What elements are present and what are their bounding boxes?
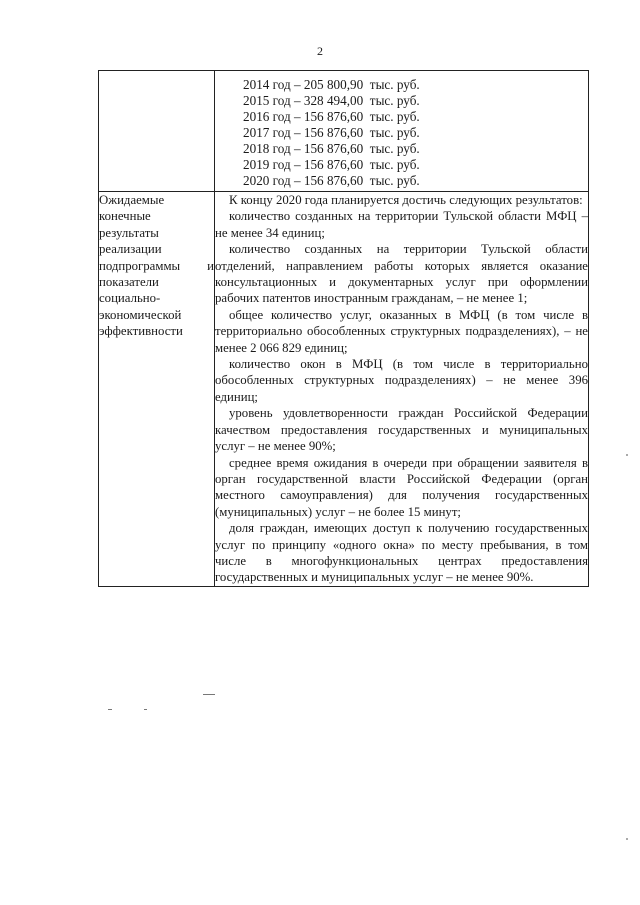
year-line-2015: 2015 год – 328 494,00 тыс. руб.: [243, 93, 420, 108]
result-item: количество созданных на территории Тульской области МФЦ – не менее 34 единиц;: [215, 209, 588, 240]
scan-speck: [626, 838, 628, 840]
page-number: 2: [317, 44, 323, 58]
financing-label-cell: [99, 71, 215, 192]
scan-mark: [108, 709, 112, 710]
label-line: Ожидаемые: [99, 193, 165, 207]
year-line-2017: 2017 год – 156 876,60 тыс. руб.: [243, 125, 420, 140]
year-line-2018: 2018 год – 156 876,60 тыс. руб.: [243, 141, 420, 156]
financing-row: [99, 71, 589, 192]
result-item: общее количество услуг, оказанных в МФЦ (в том числе в территориально обособленных структурных подразделениях), – не менее 2 066 829 единиц;: [215, 307, 588, 355]
label-line: подпрограммы и: [99, 258, 214, 273]
results-intro: К концу 2020 года планируется достичь следующих результатов:: [229, 193, 583, 207]
label-line: социально-: [99, 291, 161, 306]
results-content-cell: [215, 192, 589, 587]
label-line: эффективности: [99, 324, 183, 339]
label-line: экономической: [99, 307, 182, 322]
year-line-2019: 2019 год – 156 876,60 тыс. руб.: [243, 157, 420, 172]
year-line-2014: 2014 год – 205 800,90 тыс. руб.: [243, 77, 420, 92]
scan-speck: [626, 454, 628, 456]
result-item: уровень удовлетворенности граждан Российской Федерации качеством предоставления государственных и муниципальных услуг – не менее 90%;: [215, 406, 588, 454]
year-line-2020: 2020 год – 156 876,60 тыс. руб.: [243, 173, 420, 188]
label-line: показатели: [99, 275, 159, 290]
results-label-cell: [99, 192, 215, 587]
results-row: [99, 192, 589, 587]
label-line: конечные: [99, 209, 151, 224]
result-item: количество окон в МФЦ (в том числе в территориально обособленных структурных подразделениях) – не менее 396 единиц;: [215, 357, 588, 404]
financing-years-cell: [215, 71, 589, 192]
scan-mark: [203, 694, 215, 695]
label-line: результаты: [99, 225, 159, 240]
result-item: количество созданных на территории Тульской области отделений, направлением работы которых является оказание консультационных и документарных услуг при оформлении рабочих патентов иностранным гражданам, – не менее 1;: [215, 242, 588, 306]
label-line: реализации: [99, 242, 162, 257]
passport-table: [98, 70, 589, 587]
scan-mark: [144, 709, 147, 710]
result-item: доля граждан, имеющих доступ к получению государственных услуг по принципу «одного окна» по месту пребывания, в том числе в многофункциональных центрах предоставления государственных и муниципальных услуг – не менее 90%.: [215, 521, 588, 585]
result-item: среднее время ожидания в очереди при обращении заявителя в орган государственной власти Российской Федерации (орган местного самоуправления) для получения государственных (муниципальных) услуг – не более 15 минут;: [215, 455, 588, 519]
year-line-2016: 2016 год – 156 876,60 тыс. руб.: [243, 109, 420, 124]
